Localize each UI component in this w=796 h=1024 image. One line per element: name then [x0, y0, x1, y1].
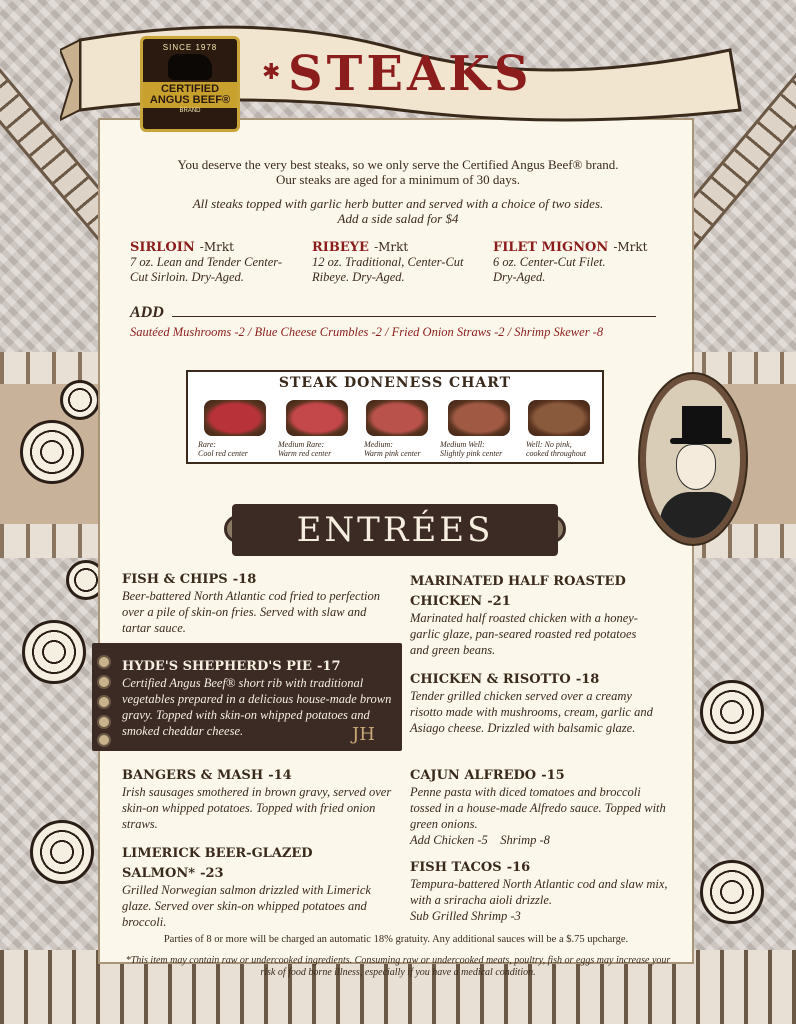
steak-price: -Mrkt	[199, 240, 234, 254]
rosette-ornament	[20, 420, 84, 484]
steaks-intro	[110, 157, 686, 187]
entree-price: -17	[317, 659, 341, 674]
doneness-label: Medium Rare: Warm red center	[278, 440, 332, 458]
entree-name: HYDE'S SHEPHERD'S PIE	[122, 659, 312, 674]
star-icon: ✱	[262, 60, 281, 85]
steak-medium-rare-image	[286, 400, 348, 436]
entree-price: -21	[487, 594, 511, 609]
steak-price: -Mrkt	[613, 240, 648, 254]
logo-line1: CERTIFIED	[160, 83, 220, 95]
steak-desc: Ribeye. Dry-Aged.	[312, 270, 405, 284]
entree-desc: Penne pasta with diced tomatoes and broccoli tossed in a house-made Alfredo sauce. Topped with green onions.	[410, 785, 666, 831]
consumer-warning: *This item may contain raw or undercooked ingredients. Consuming raw or undercooked meats, poultry, fish or eggs may increase your risk of food borne illness, especially if you have a medical condition.	[125, 955, 671, 978]
entree-item	[122, 764, 392, 832]
rosette-ornament	[60, 380, 100, 420]
entree-item	[122, 842, 371, 930]
certified-angus-beef-logo	[140, 36, 240, 132]
intro-line: Our steaks are aged for a minimum of 30 days.	[275, 172, 521, 187]
steak-medium-image	[366, 400, 428, 436]
logo-line2: ANGUS BEEF®	[149, 94, 231, 106]
rosette-ornament	[22, 620, 86, 684]
steak-well-image	[528, 400, 590, 436]
steak-desc: 6 oz. Center-Cut Filet.	[493, 255, 606, 269]
intro-line: You deserve the very best steaks, so we only serve the Certified Angus Beef® brand.	[177, 157, 619, 172]
entrees-header	[232, 504, 558, 556]
steak-name: SIRLOIN	[130, 240, 195, 255]
gratuity-note: Parties of 8 or more will be charged an automatic 18% gratuity. Any additional sauces will be a $.75 upcharge.	[163, 934, 629, 945]
rosette-ornament	[700, 680, 764, 744]
gentleman-cameo	[640, 374, 746, 544]
entree-addon: Sub Grilled Shrimp -3	[410, 909, 521, 923]
doneness-chart	[186, 370, 604, 464]
bullet-ornament	[97, 675, 111, 689]
steak-desc: 12 oz. Traditional, Center-Cut	[312, 255, 464, 269]
entree-name: MARINATED HALF ROASTED CHICKEN	[410, 574, 626, 609]
divider	[172, 316, 656, 317]
entree-price: -18	[232, 572, 257, 587]
entree-desc: Marinated half roasted chicken with a honey-garlic glaze, pan-seared roasted red potatoes and green beans.	[410, 611, 638, 657]
intro-line: Add a side salad for $4	[337, 211, 459, 226]
entree-name: BANGERS & MASH	[122, 768, 264, 783]
steak-medium-well-image	[448, 400, 510, 436]
entree-price: -16	[506, 860, 531, 875]
logo-since: SINCE 1978	[162, 43, 218, 52]
steaks-title: STEAKS	[288, 46, 533, 102]
rosette-ornament	[700, 860, 764, 924]
bullet-ornament	[97, 733, 111, 747]
bullet-ornament	[97, 715, 111, 729]
doneness-label: Medium Well: Slightly pink center	[440, 440, 503, 458]
entree-desc: Tempura-battered North Atlantic cod and slaw mix, with a sriracha aioli drizzle.	[410, 877, 668, 907]
steak-desc: Dry-Aged.	[493, 270, 546, 284]
steak-name: RIBEYE	[312, 240, 369, 255]
entree-name: FISH & CHIPS	[122, 572, 228, 587]
entree-item	[410, 764, 672, 848]
logo-brand: BRAND	[179, 108, 201, 114]
entree-name: CAJUN ALFREDO	[410, 768, 537, 783]
bullet-ornament	[97, 695, 111, 709]
add-title: ADD	[130, 304, 164, 321]
steaks-intro-italic	[110, 196, 686, 226]
entree-desc: Tender grilled chicken served over a creamy risotto made with mushrooms, cream, garlic and Asiago cheese. Drizzled with balsamic glaze.	[410, 689, 653, 735]
entree-price: -15	[541, 768, 565, 783]
entree-price: -14	[268, 768, 292, 783]
top-hat-icon	[682, 406, 722, 442]
bullet-ornament	[97, 655, 111, 669]
intro-line: All steaks topped with garlic herb butter and served with a choice of two sides.	[192, 196, 604, 211]
entree-name: FISH TACOS	[410, 860, 502, 875]
doneness-label: Medium: Warm pink center	[364, 440, 421, 458]
steak-item	[493, 236, 673, 285]
steak-desc: 7 oz. Lean and Tender Center-	[130, 255, 283, 269]
rosette-ornament	[30, 820, 94, 884]
doneness-label: Well: No pink, cooked throughout	[526, 440, 586, 458]
entree-price: -23	[200, 866, 224, 881]
doneness-label: Rare: Cool red center	[198, 440, 248, 458]
entree-desc: Irish sausages smothered in brown gravy, served over skin-on whipped potatoes. Topped with fried onion straws.	[122, 785, 392, 831]
entree-name: CHICKEN & RISOTTO	[410, 672, 571, 687]
entree-item	[410, 570, 646, 658]
entree-desc: Certified Angus Beef® short rib with traditional vegetables prepared in a delicious house-made brown gravy. Topped with skin-on whipped potatoes and smoked cheddar cheese.	[122, 676, 392, 738]
steak-item	[130, 236, 310, 285]
cow-icon	[168, 54, 212, 80]
entree-item	[410, 856, 672, 924]
jh-monogram: JH	[352, 724, 375, 745]
entree-addon: Add Chicken -5 Shrimp -8	[410, 833, 550, 847]
entree-desc: Grilled Norwegian salmon drizzled with Limerick glaze. Served over skin-on whipped potatoes and broccoli.	[122, 883, 371, 929]
steak-name: FILET MIGNON	[493, 240, 609, 255]
entree-price: -18	[575, 672, 600, 687]
entree-desc: Beer-battered North Atlantic cod fried to perfection over a pile of skin-on fries. Served with slaw and tartar sauce.	[122, 589, 381, 635]
doneness-title: STEAK DONENESS CHART	[278, 375, 512, 391]
steak-item	[312, 236, 492, 285]
entree-name: LIMERICK BEER-GLAZED SALMON*	[122, 846, 313, 881]
steak-rare-image	[204, 400, 266, 436]
entree-item	[122, 568, 392, 636]
add-items: Sautéed Mushrooms -2 / Blue Cheese Crumbles -2 / Fried Onion Straws -2 / Shrimp Skewer -8	[130, 325, 604, 339]
entrees-title: ENTRÉES	[296, 510, 494, 550]
steak-desc: Cut Sirloin. Dry-Aged.	[130, 270, 244, 284]
steak-price: -Mrkt	[374, 240, 409, 254]
entree-item	[410, 668, 660, 736]
